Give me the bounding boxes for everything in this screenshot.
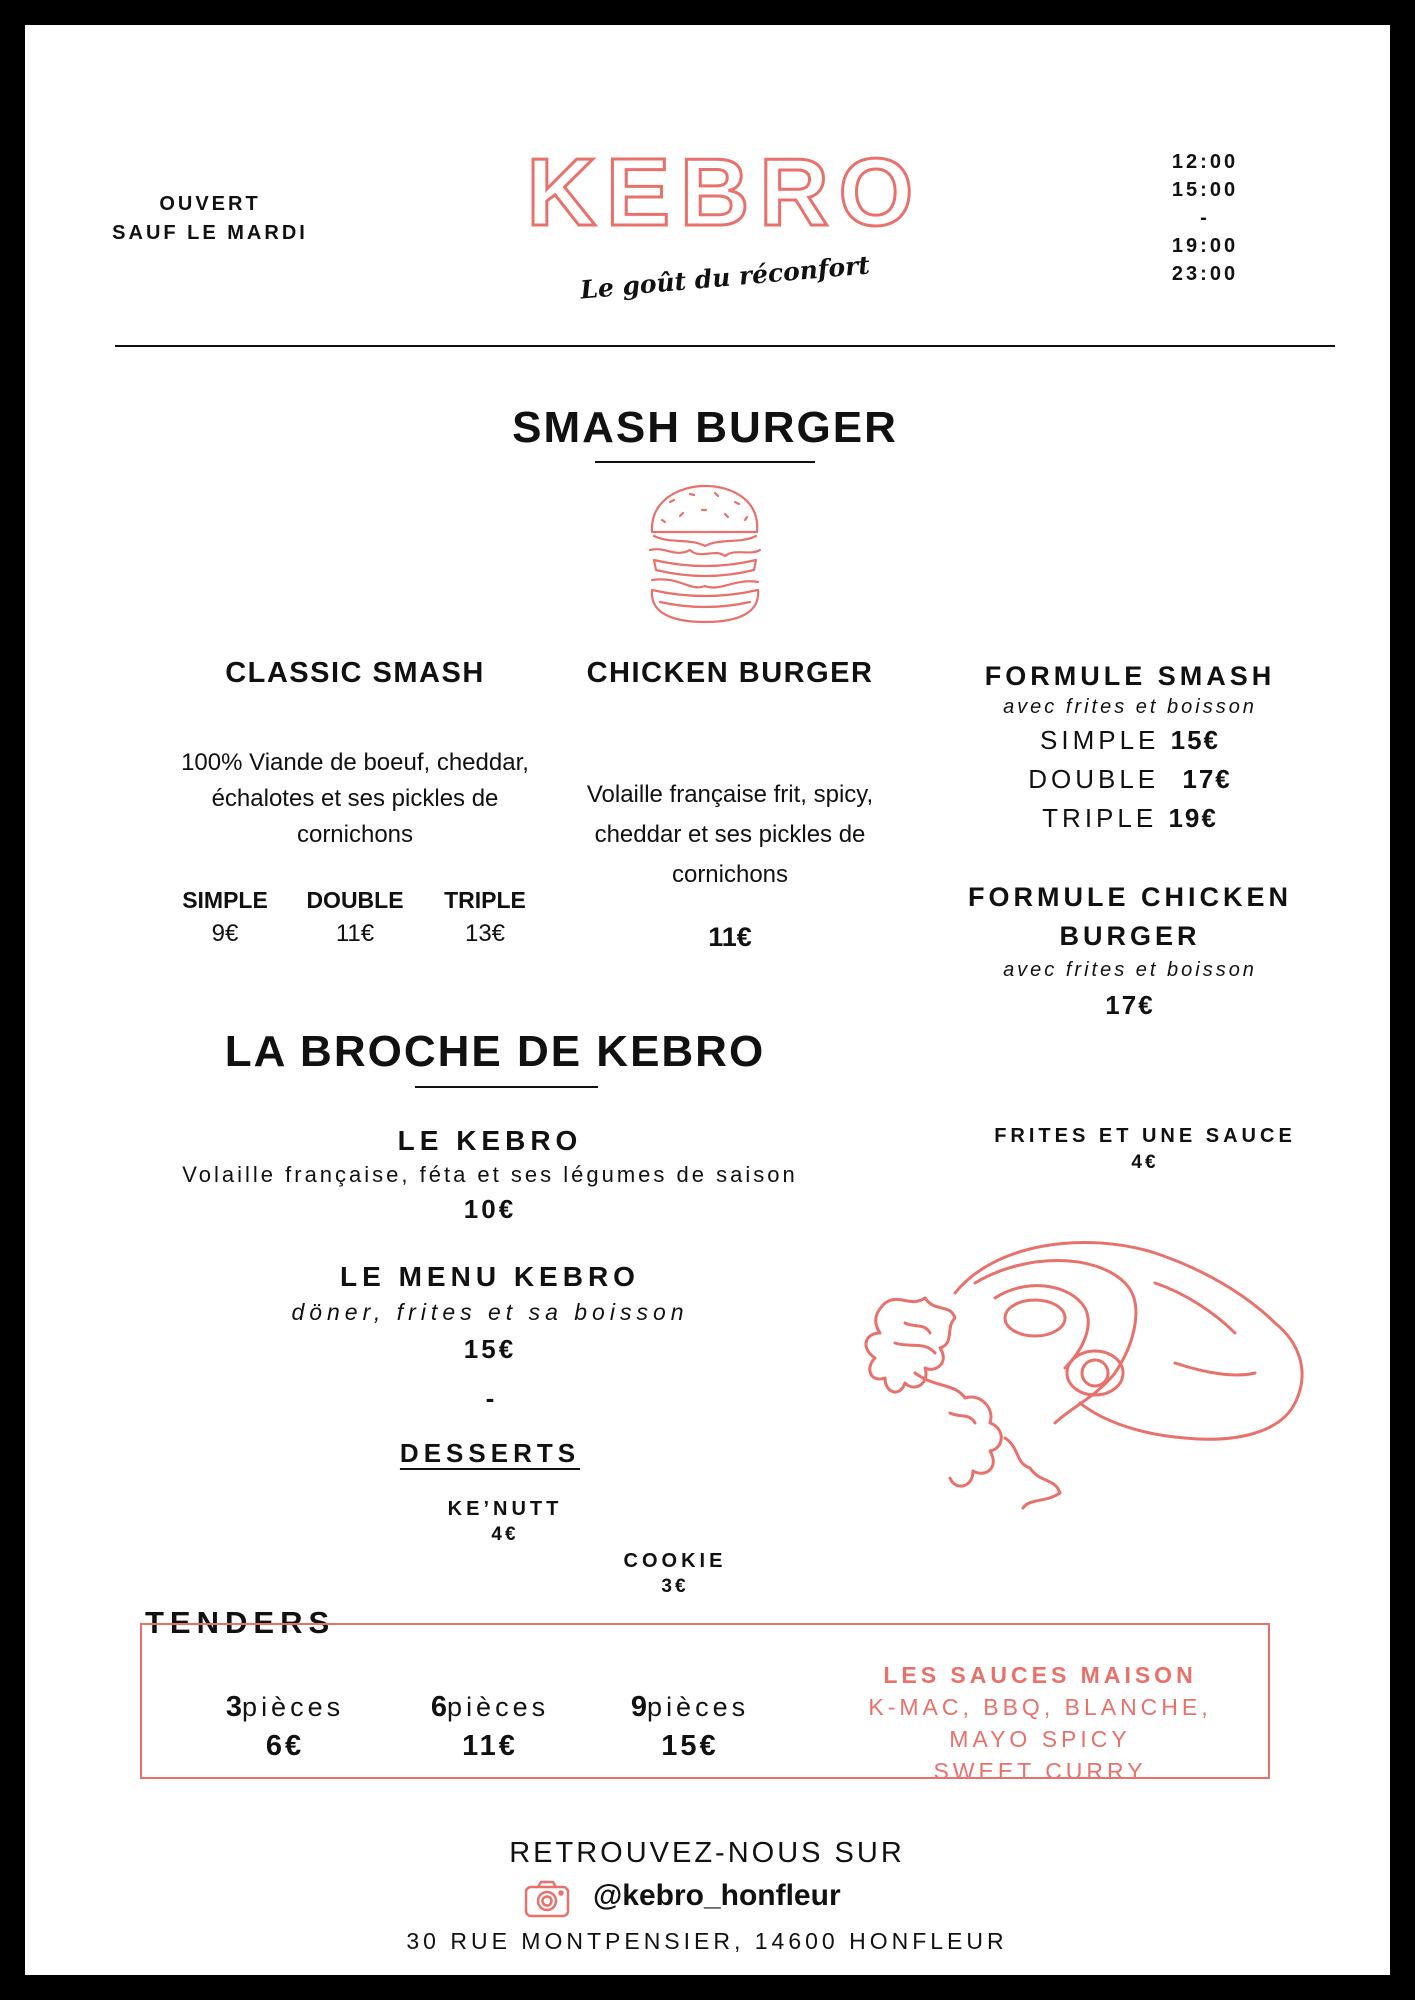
- desc-line: 100% Viande de boeuf, cheddar,: [181, 749, 529, 776]
- le-kebro-description: Volaille française, féta et ses légumes de saison: [182, 1162, 798, 1187]
- sauces-title: LES SAUCES MAISON: [883, 1662, 1197, 1688]
- frites-sauce: [980, 1125, 1310, 1174]
- tagline: Le goût du réconfort: [579, 250, 871, 305]
- size-label: TRIPLE: [444, 887, 526, 913]
- desc-line: cornichons: [296, 821, 414, 848]
- classic-size-simple: [160, 887, 290, 948]
- size-label: DOUBLE: [306, 887, 404, 913]
- dessert-name: COOKIE: [623, 1550, 727, 1572]
- section-separator: -: [485, 1383, 495, 1413]
- dessert-name: KE’NUTT: [447, 1498, 563, 1520]
- sauces-maison: [850, 1659, 1230, 1787]
- formule-size: TRIPLE: [1042, 803, 1158, 833]
- tender-quantity: [390, 1691, 590, 1724]
- broche-title-underline: [415, 1086, 598, 1088]
- classic-smash-description: [145, 745, 565, 853]
- smash-title-underline: [595, 461, 815, 463]
- formule-size: DOUBLE: [1028, 764, 1160, 794]
- formule-smash-line: [920, 721, 1340, 760]
- address: 30 RUE MONTPENSIER, 14600 HONFLEUR: [406, 1928, 1008, 1954]
- size-price: 13€: [464, 920, 506, 947]
- tender-option: [185, 1691, 385, 1763]
- le-menu-kebro-title: LE MENU KEBRO: [340, 1261, 640, 1292]
- opening-hours: [1140, 148, 1270, 288]
- menu-page: [25, 25, 1390, 1975]
- sauces-line: SWEET CURRY: [933, 1758, 1147, 1784]
- tender-price: 11€: [462, 1730, 518, 1762]
- formule-smash-line: [920, 760, 1340, 799]
- le-menu-kebro-price: 15€: [463, 1334, 517, 1364]
- hour-line: -: [1200, 207, 1210, 229]
- le-menu-kebro-description: döner, frites et sa boisson: [291, 1299, 689, 1325]
- classic-size-triple: [420, 887, 550, 948]
- tender-count: 9: [630, 1691, 648, 1723]
- opening-days: [85, 190, 335, 248]
- dessert-item: [590, 1550, 760, 1598]
- desc-line: cheddar et ses pickles de: [594, 821, 866, 848]
- header-divider: [115, 345, 1335, 347]
- instagram-handle[interactable]: @kebro_honfleur: [593, 1879, 841, 1912]
- tender-price: 6€: [265, 1730, 305, 1762]
- smash-section-title: SMASH BURGER: [512, 403, 898, 452]
- sauces-line: K-MAC, BBQ, BLANCHE,: [868, 1694, 1212, 1720]
- formule-chicken: [920, 878, 1340, 1021]
- formule-smash-title: FORMULE SMASH: [984, 661, 1276, 691]
- formule-smash-line: [920, 799, 1340, 838]
- dessert-item: [420, 1498, 590, 1546]
- le-menu-kebro: [135, 1261, 845, 1365]
- desc-line: cornichons: [671, 861, 789, 888]
- le-kebro: [135, 1125, 845, 1225]
- formule-chicken-title-2: BURGER: [1059, 921, 1201, 951]
- desserts-title: DESSERTS: [399, 1438, 581, 1468]
- formule-size: SIMPLE: [1040, 725, 1160, 755]
- tender-unit: pièces: [647, 1692, 750, 1722]
- formule-chicken-title-1: FORMULE CHICKEN: [968, 882, 1292, 912]
- sauces-line: MAYO SPICY: [949, 1726, 1131, 1752]
- classic-size-double: [290, 887, 420, 948]
- frites-title: FRITES ET UNE SAUCE: [994, 1125, 1296, 1147]
- dessert-price: 4€: [491, 1524, 519, 1545]
- tender-unit: pièces: [447, 1692, 550, 1722]
- chicken-burger-description: [540, 775, 920, 895]
- tender-quantity: [590, 1691, 790, 1724]
- formule-price: 15€: [1170, 725, 1220, 755]
- logo: KEBRO: [526, 139, 924, 246]
- formule-price: 17€: [1182, 764, 1232, 794]
- chicken-burger-title: CHICKEN BURGER: [586, 657, 874, 689]
- frites-price: 4€: [1131, 1152, 1159, 1173]
- tender-option: [590, 1691, 790, 1763]
- formule-smash-subtitle: avec frites et boisson: [1003, 696, 1257, 718]
- hour-line: 23:00: [1171, 263, 1239, 285]
- open-line-1: OUVERT: [159, 193, 261, 215]
- tender-count: 3: [225, 1691, 243, 1723]
- tender-unit: pièces: [242, 1692, 345, 1722]
- burger-illustration: [640, 480, 770, 630]
- tender-option: [390, 1691, 590, 1763]
- tender-quantity: [185, 1691, 385, 1724]
- desc-line: Volaille française frit, spicy,: [586, 781, 874, 808]
- hour-line: 19:00: [1171, 235, 1239, 257]
- size-price: 9€: [211, 920, 239, 947]
- formule-price: 19€: [1168, 803, 1218, 833]
- dessert-price: 3€: [661, 1576, 689, 1597]
- size-label: SIMPLE: [182, 887, 268, 913]
- size-price: 11€: [335, 920, 375, 947]
- le-kebro-price: 10€: [463, 1194, 517, 1224]
- find-us-label: RETROUVEZ-NOUS SUR: [509, 1837, 905, 1869]
- tender-price: 15€: [661, 1730, 719, 1762]
- formule-chicken-price: 17€: [1105, 990, 1155, 1020]
- le-kebro-title: LE KEBRO: [397, 1125, 583, 1156]
- open-line-2: SAUF LE MARDI: [112, 222, 308, 244]
- tender-count: 6: [430, 1691, 448, 1723]
- kebab-illustration: [855, 1223, 1315, 1523]
- hour-line: 12:00: [1171, 151, 1239, 173]
- classic-smash-title: CLASSIC SMASH: [225, 657, 485, 689]
- formule-smash: [920, 657, 1340, 838]
- hour-line: 15:00: [1171, 179, 1239, 201]
- broche-section-title: LA BROCHE DE KEBRO: [224, 1027, 766, 1076]
- formule-chicken-subtitle: avec frites et boisson: [1003, 959, 1257, 981]
- desc-line: échalotes et ses pickles de: [211, 785, 499, 812]
- chicken-burger-price: 11€: [708, 922, 752, 952]
- tenders-title: TENDERS: [145, 1605, 336, 1640]
- camera-icon: [524, 1880, 570, 1918]
